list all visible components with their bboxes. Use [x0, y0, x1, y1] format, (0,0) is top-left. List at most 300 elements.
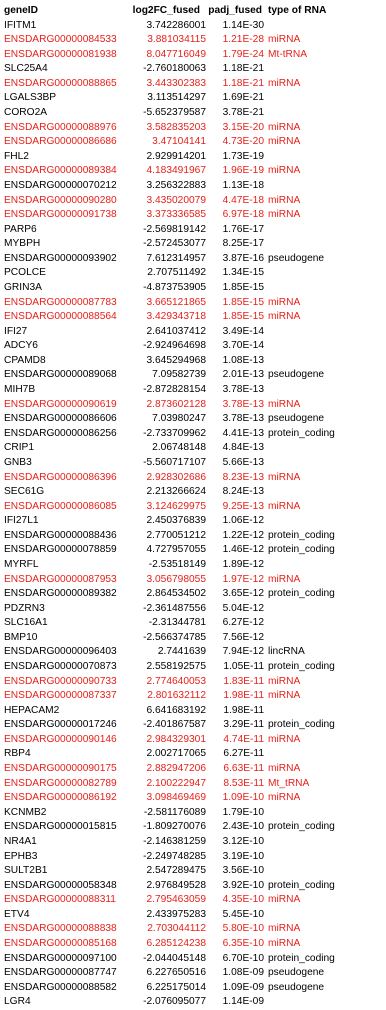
- padj-cell: 1.79E-10: [222, 806, 264, 818]
- table-row: [4, 310, 368, 325]
- rna-type-cell: miRNA: [268, 675, 301, 687]
- log2fc-cell: 8.047716049: [146, 48, 206, 60]
- padj-cell: 2.43E-10: [222, 821, 264, 833]
- table-row: [4, 296, 368, 311]
- padj-cell: 4.47E-18: [222, 194, 264, 206]
- padj-cell: 5.04E-12: [222, 602, 264, 614]
- padj-cell: 3.15E-20: [222, 121, 264, 133]
- rna-type-cell: [268, 62, 368, 77]
- table-row: [4, 456, 368, 471]
- padj-cell: 1.76E-17: [222, 223, 264, 235]
- rna-type-cell: [268, 339, 368, 354]
- padj-cell: 1.09E-10: [222, 792, 264, 804]
- log2fc-cell: 2.558192575: [146, 661, 206, 673]
- table-row: [4, 952, 368, 967]
- rna-type-cell: [268, 704, 368, 719]
- padj-cell: 1.85E-15: [222, 311, 264, 323]
- padj-cell: 1.14E-09: [222, 996, 264, 1008]
- rna-type-cell: miRNA: [268, 165, 301, 177]
- log2fc-cell: 7.09582739: [152, 369, 206, 381]
- log2fc-cell: -2.733709962: [143, 427, 206, 439]
- padj-cell: 5.45E-10: [222, 908, 264, 920]
- log2fc-cell: 3.47104141: [152, 136, 206, 148]
- padj-cell: 4.74E-11: [223, 733, 264, 745]
- rna-type-cell: pseudogene: [268, 967, 325, 979]
- rna-type-cell: miRNA: [268, 136, 301, 148]
- rna-type-cell: Mt_tRNA: [268, 777, 310, 789]
- padj-cell: 6.27E-11: [223, 748, 264, 760]
- log2fc-cell: 3.373336585: [146, 209, 206, 221]
- padj-cell: 1.46E-12: [222, 544, 264, 556]
- gene-id-cell: SLC25A4: [4, 63, 48, 75]
- gene-id-cell: IFI27: [4, 325, 28, 337]
- padj-cell: 8.53E-11: [223, 777, 264, 789]
- gene-id-cell: ENSDARG00000088311: [4, 894, 116, 906]
- table-row: [4, 893, 368, 908]
- table-row: [4, 995, 368, 1010]
- log2fc-cell: 2.547289475: [146, 865, 206, 877]
- log2fc-cell: 3.056798055: [146, 573, 206, 585]
- log2fc-cell: -2.401867587: [143, 719, 206, 731]
- padj-cell: 1.98E-11: [223, 704, 264, 716]
- log2fc-cell: -2.566374785: [143, 631, 206, 643]
- padj-cell: 3.56E-10: [222, 865, 264, 877]
- log2fc-cell: 2.864534502: [146, 588, 206, 600]
- gene-id-cell: ENSDARG00000086606: [4, 413, 117, 425]
- table-row: [4, 266, 368, 281]
- padj-cell: 3.19E-10: [222, 850, 264, 862]
- padj-cell: 3.87E-16: [222, 252, 264, 264]
- log2fc-cell: -2.249748285: [143, 850, 206, 862]
- log2fc-cell: -4.873753905: [143, 281, 206, 293]
- log2fc-cell: 2.641037412: [146, 325, 206, 337]
- log2fc-cell: 7.03980247: [152, 413, 206, 425]
- padj-cell: 1.14E-30: [222, 19, 264, 31]
- gene-id-cell: CPAMD8: [4, 354, 46, 366]
- table-row: [4, 806, 368, 821]
- table-row: [4, 850, 368, 865]
- gene-id-cell: ENSDARG00000087783: [4, 296, 117, 308]
- rna-type-cell: protein_coding: [268, 879, 335, 891]
- padj-cell: 1.79E-24: [222, 48, 264, 60]
- rna-type-cell: miRNA: [268, 34, 301, 46]
- table-row: [4, 368, 368, 383]
- gene-id-cell: SLC16A1: [4, 617, 48, 629]
- log2fc-cell: -2.569819142: [143, 223, 206, 235]
- log2fc-cell: 4.183491967: [146, 165, 206, 177]
- table-row: [4, 179, 368, 194]
- gene-id-cell: ENSDARG00000017246: [4, 719, 117, 731]
- rna-type-cell: Mt-tRNA: [268, 48, 308, 60]
- gene-id-cell: RBP4: [4, 748, 31, 760]
- table-body: [4, 19, 368, 1010]
- log2fc-cell: 3.881034115: [147, 34, 206, 46]
- table-row: [4, 194, 368, 209]
- gene-id-cell: ENSDARG00000090619: [4, 398, 117, 410]
- gene-id-cell: ENSDARG00000090280: [4, 194, 117, 206]
- gene-id-cell: ENSDARG00000081938: [4, 48, 117, 60]
- padj-cell: 7.56E-12: [222, 631, 264, 643]
- table-row: [4, 733, 368, 748]
- padj-cell: 3.78E-13: [222, 384, 264, 396]
- rna-type-cell: miRNA: [268, 690, 301, 702]
- padj-cell: 1.13E-18: [222, 179, 264, 191]
- table-row: [4, 922, 368, 937]
- gene-id-cell: ENSDARG00000082789: [4, 777, 117, 789]
- table-row: [4, 383, 368, 398]
- log2fc-cell: -5.652379587: [143, 107, 206, 119]
- table-row: [4, 981, 368, 996]
- table-row: [4, 966, 368, 981]
- table-row: [4, 573, 368, 588]
- rna-type-cell: [268, 441, 368, 456]
- gene-id-cell: ENSDARG00000090175: [4, 763, 117, 775]
- gene-id-cell: ENSDARG00000088582: [4, 981, 117, 993]
- table-row: [4, 835, 368, 850]
- padj-cell: 8.23E-13: [222, 471, 264, 483]
- rna-type-cell: protein_coding: [268, 529, 335, 541]
- table-row: [4, 820, 368, 835]
- rna-type-cell: [268, 179, 368, 194]
- rna-type-cell: miRNA: [268, 733, 301, 745]
- rna-type-cell: [268, 514, 368, 529]
- rna-type-cell: [268, 19, 368, 34]
- gene-id-cell: PCOLCE: [4, 267, 46, 279]
- log2fc-cell: 3.435020079: [146, 194, 206, 206]
- rna-type-cell: [268, 237, 368, 252]
- gene-id-cell: ENSDARG00000058348: [4, 879, 117, 891]
- rna-type-cell: [268, 223, 368, 238]
- rna-type-cell: [268, 266, 368, 281]
- gene-id-cell: BMP10: [4, 631, 38, 643]
- padj-cell: 1.89E-12: [222, 558, 264, 570]
- gene-id-cell: LGR4: [4, 996, 31, 1008]
- padj-cell: 1.08E-09: [222, 967, 264, 979]
- log2fc-cell: 6.225175014: [146, 981, 206, 993]
- log2fc-cell: 3.645294968: [146, 354, 206, 366]
- padj-cell: 1.85E-15: [222, 281, 264, 293]
- gene-id-cell: MYRFL: [4, 558, 39, 570]
- table-row: [4, 689, 368, 704]
- padj-cell: 1.96E-19: [222, 165, 264, 177]
- log2fc-cell: 6.641683192: [146, 704, 206, 716]
- table-row: [4, 514, 368, 529]
- rna-type-cell: [268, 850, 368, 865]
- rna-type-cell: [268, 281, 368, 296]
- gene-id-cell: PARP6: [4, 223, 37, 235]
- padj-cell: 1.18E-21: [222, 63, 264, 75]
- table-row: [4, 281, 368, 296]
- padj-cell: 1.73E-19: [222, 150, 264, 162]
- gene-id-cell: ENSDARG00000087953: [4, 573, 117, 585]
- rna-type-cell: miRNA: [268, 311, 301, 323]
- padj-cell: 3.78E-13: [222, 398, 264, 410]
- padj-cell: 4.73E-20: [222, 136, 264, 148]
- rna-type-cell: protein_coding: [268, 588, 335, 600]
- log2fc-cell: 2.213266624: [146, 486, 206, 498]
- log2fc-cell: 6.285124238: [146, 938, 206, 949]
- rna-type-cell: miRNA: [268, 194, 301, 206]
- log2fc-cell: 2.928302686: [146, 471, 206, 483]
- table-row: [4, 427, 368, 442]
- log2fc-cell: 3.429343718: [146, 311, 206, 323]
- padj-cell: 6.97E-18: [222, 209, 264, 221]
- log2fc-cell: -2.760180063: [143, 63, 206, 75]
- log2fc-cell: -2.53518149: [148, 558, 206, 570]
- rna-type-cell: lincRNA: [268, 646, 305, 658]
- rna-type-cell: miRNA: [268, 792, 301, 804]
- rna-type-cell: miRNA: [268, 573, 301, 585]
- gene-id-cell: ETV4: [4, 908, 30, 920]
- padj-cell: 3.78E-13: [222, 413, 264, 425]
- log2fc-cell: -2.044045148: [143, 952, 206, 964]
- log2fc-cell: 2.801632112: [147, 690, 206, 702]
- padj-cell: 3.78E-21: [222, 107, 264, 119]
- rna-type-cell: miRNA: [268, 763, 301, 775]
- gene-id-cell: ENSDARG00000089384: [4, 165, 117, 177]
- rna-type-cell: [268, 354, 368, 369]
- padj-cell: 7.94E-12: [222, 646, 264, 658]
- rna-type-cell: pseudogene: [268, 369, 325, 381]
- padj-cell: 3.65E-12: [222, 588, 264, 600]
- table-row: [4, 660, 368, 675]
- gene-id-cell: SULT2B1: [4, 865, 48, 877]
- padj-cell: 1.85E-15: [222, 296, 264, 308]
- log2fc-cell: 4.727957055: [146, 544, 206, 556]
- gene-id-cell: ADCY6: [4, 340, 38, 352]
- table-row: [4, 339, 368, 354]
- header-gene-id: geneID: [4, 5, 38, 16]
- table-row: [4, 587, 368, 602]
- rna-type-cell: protein_coding: [268, 719, 335, 731]
- padj-cell: 6.63E-11: [223, 763, 264, 775]
- table-row: [4, 77, 368, 92]
- gene-id-cell: ENSDARG00000090733: [4, 675, 117, 687]
- padj-cell: 1.69E-21: [222, 92, 264, 104]
- rna-type-cell: [268, 485, 368, 500]
- log2fc-cell: 3.098469469: [146, 792, 206, 804]
- rna-type-cell: [268, 456, 368, 471]
- table-row: [4, 602, 368, 617]
- padj-cell: 1.05E-11: [223, 661, 264, 673]
- gene-id-cell: ENSDARG00000087747: [4, 967, 117, 979]
- log2fc-cell: -2.31344781: [148, 617, 206, 629]
- rna-type-cell: pseudogene: [268, 252, 325, 264]
- gene-id-cell: CORO2A: [4, 107, 48, 119]
- log2fc-cell: -2.581176089: [143, 806, 206, 818]
- gene-id-cell: ENSDARG00000091738: [4, 209, 117, 221]
- rna-type-cell: miRNA: [268, 471, 301, 483]
- log2fc-cell: 7.612314957: [146, 252, 206, 264]
- rna-type-cell: miRNA: [268, 121, 301, 133]
- padj-cell: 9.25E-13: [222, 500, 264, 512]
- rna-type-cell: [268, 602, 368, 617]
- log2fc-cell: 2.703044112: [147, 923, 206, 935]
- log2fc-cell: -2.572453077: [143, 238, 206, 250]
- gene-expression-table: [4, 4, 368, 1010]
- log2fc-cell: -2.872828154: [143, 384, 206, 396]
- log2fc-cell: 3.124629975: [146, 500, 206, 512]
- rna-type-cell: [268, 864, 368, 879]
- rna-type-cell: [268, 325, 368, 340]
- table-row: [4, 791, 368, 806]
- log2fc-cell: 2.873602128: [146, 398, 206, 410]
- table-row: [4, 908, 368, 923]
- rna-type-cell: [268, 631, 368, 646]
- padj-cell: 1.22E-12: [222, 529, 264, 541]
- header-padj: padj_fused: [208, 5, 262, 16]
- gene-id-cell: MIH7B: [4, 384, 36, 396]
- log2fc-cell: 2.770051212: [146, 529, 206, 541]
- padj-cell: 1.09E-09: [222, 981, 264, 993]
- log2fc-cell: 2.7441639: [157, 646, 206, 658]
- table-row: [4, 164, 368, 179]
- log2fc-cell: 2.984329301: [146, 733, 206, 745]
- table-row: [4, 704, 368, 719]
- log2fc-cell: 2.929914201: [146, 150, 206, 162]
- padj-cell: 3.29E-11: [223, 719, 264, 731]
- padj-cell: 3.49E-14: [222, 325, 264, 337]
- gene-id-cell: ENSDARG00000086256: [4, 427, 117, 439]
- table-row: [4, 91, 368, 106]
- log2fc-cell: 2.795463059: [146, 894, 206, 906]
- padj-cell: 8.24E-13: [222, 486, 264, 498]
- gene-id-cell: SEC61G: [4, 486, 45, 498]
- gene-id-cell: FHL2: [4, 150, 29, 162]
- rna-type-cell: [268, 616, 368, 631]
- table-row: [4, 616, 368, 631]
- table-row: [4, 937, 368, 952]
- table-row: [4, 558, 368, 573]
- padj-cell: 4.35E-10: [222, 894, 264, 906]
- padj-cell: 2.01E-13: [222, 369, 264, 381]
- table-row: [4, 19, 368, 34]
- gene-id-cell: ENSDARG00000070873: [4, 661, 117, 673]
- gene-id-cell: ENSDARG00000086192: [4, 792, 117, 804]
- log2fc-cell: 2.433975283: [146, 908, 206, 920]
- gene-id-cell: ENSDARG00000097100: [4, 952, 117, 964]
- gene-id-cell: ENSDARG00000088976: [4, 121, 117, 133]
- log2fc-cell: 2.882947206: [146, 763, 206, 775]
- header-log2fc: log2FC_fused: [132, 5, 200, 16]
- table-row: [4, 543, 368, 558]
- gene-id-cell: ENSDARG00000090146: [4, 733, 117, 745]
- padj-cell: 6.35E-10: [222, 938, 264, 949]
- rna-type-cell: protein_coding: [268, 952, 335, 964]
- gene-id-cell: ENSDARG00000088564: [4, 311, 117, 323]
- table-row: [4, 121, 368, 136]
- gene-id-cell: NR4A1: [4, 835, 37, 847]
- gene-id-cell: ENSDARG00000084533: [4, 34, 117, 46]
- log2fc-cell: -2.361487556: [143, 602, 206, 614]
- padj-cell: 3.12E-10: [222, 835, 264, 847]
- rna-type-cell: miRNA: [268, 77, 301, 89]
- table-row: [4, 325, 368, 340]
- rna-type-cell: [268, 150, 368, 165]
- table-row: [4, 223, 368, 238]
- padj-cell: 4.84E-13: [222, 442, 264, 454]
- gene-id-cell: LGALS3BP: [4, 92, 57, 104]
- gene-id-cell: EPHB3: [4, 850, 38, 862]
- padj-cell: 5.80E-10: [222, 923, 264, 935]
- padj-cell: 1.06E-12: [222, 515, 264, 527]
- gene-id-cell: GRIN3A: [4, 281, 42, 293]
- rna-type-cell: miRNA: [268, 894, 301, 906]
- table-row: [4, 62, 368, 77]
- gene-id-cell: CRIP1: [4, 442, 35, 454]
- gene-id-cell: IFITM1: [4, 19, 37, 31]
- log2fc-cell: 2.100222947: [146, 777, 206, 789]
- table-row: [4, 208, 368, 223]
- padj-cell: 8.25E-17: [222, 238, 264, 250]
- log2fc-cell: 2.06748148: [152, 442, 206, 454]
- padj-cell: 3.70E-14: [222, 340, 264, 352]
- gene-id-cell: ENSDARG00000015815: [4, 821, 117, 833]
- padj-cell: 6.27E-12: [222, 617, 264, 629]
- gene-id-cell: ENSDARG00000086085: [4, 500, 117, 512]
- gene-id-cell: ENSDARG00000096403: [4, 646, 117, 658]
- log2fc-cell: 3.443302383: [146, 77, 206, 89]
- table-row: [4, 718, 368, 733]
- padj-cell: 1.18E-21: [222, 77, 264, 89]
- table-row: [4, 529, 368, 544]
- rna-type-cell: [268, 995, 368, 1010]
- table-row: [4, 150, 368, 165]
- table-row: [4, 33, 368, 48]
- log2fc-cell: 6.227650516: [146, 967, 206, 979]
- gene-id-cell: ENSDARG00000088865: [4, 77, 117, 89]
- table-row: [4, 500, 368, 515]
- gene-id-cell: HEPACAM2: [4, 704, 60, 716]
- table-row: [4, 106, 368, 121]
- padj-cell: 4.41E-13: [222, 427, 264, 439]
- rna-type-cell: pseudogene: [268, 981, 325, 993]
- log2fc-cell: 3.113514297: [147, 92, 206, 104]
- table-row: [4, 441, 368, 456]
- log2fc-cell: 2.707511492: [147, 267, 206, 279]
- padj-cell: 1.34E-15: [222, 267, 264, 279]
- rna-type-cell: miRNA: [268, 938, 301, 949]
- rna-type-cell: miRNA: [268, 500, 301, 512]
- rna-type-cell: protein_coding: [268, 427, 335, 439]
- header-rna-type: type of RNA: [268, 5, 327, 16]
- table-row: [4, 135, 368, 150]
- table-row: [4, 631, 368, 646]
- rna-type-cell: protein_coding: [268, 661, 335, 673]
- table-row: [4, 777, 368, 792]
- table-row: [4, 354, 368, 369]
- rna-type-cell: pseudogene: [268, 413, 325, 425]
- table-row: [4, 864, 368, 879]
- gene-id-cell: ENSDARG00000089068: [4, 369, 117, 381]
- log2fc-cell: 2.774640053: [146, 675, 206, 687]
- log2fc-cell: 3.256322883: [146, 179, 206, 191]
- header-row: [4, 4, 368, 19]
- gene-id-cell: ENSDARG00000093902: [4, 252, 117, 264]
- padj-cell: 1.83E-11: [223, 675, 264, 687]
- gene-id-cell: ENSDARG00000089382: [4, 588, 117, 600]
- table-row: [4, 485, 368, 500]
- rna-type-cell: protein_coding: [268, 544, 335, 556]
- gene-id-cell: ENSDARG00000088838: [4, 923, 117, 935]
- table-row: [4, 412, 368, 427]
- log2fc-cell: -2.924964698: [143, 340, 206, 352]
- rna-type-cell: miRNA: [268, 296, 301, 308]
- log2fc-cell: -2.076095077: [143, 996, 206, 1008]
- table-row: [4, 398, 368, 413]
- log2fc-cell: -2.146381259: [143, 835, 206, 847]
- gene-id-cell: ENSDARG00000087337: [4, 690, 117, 702]
